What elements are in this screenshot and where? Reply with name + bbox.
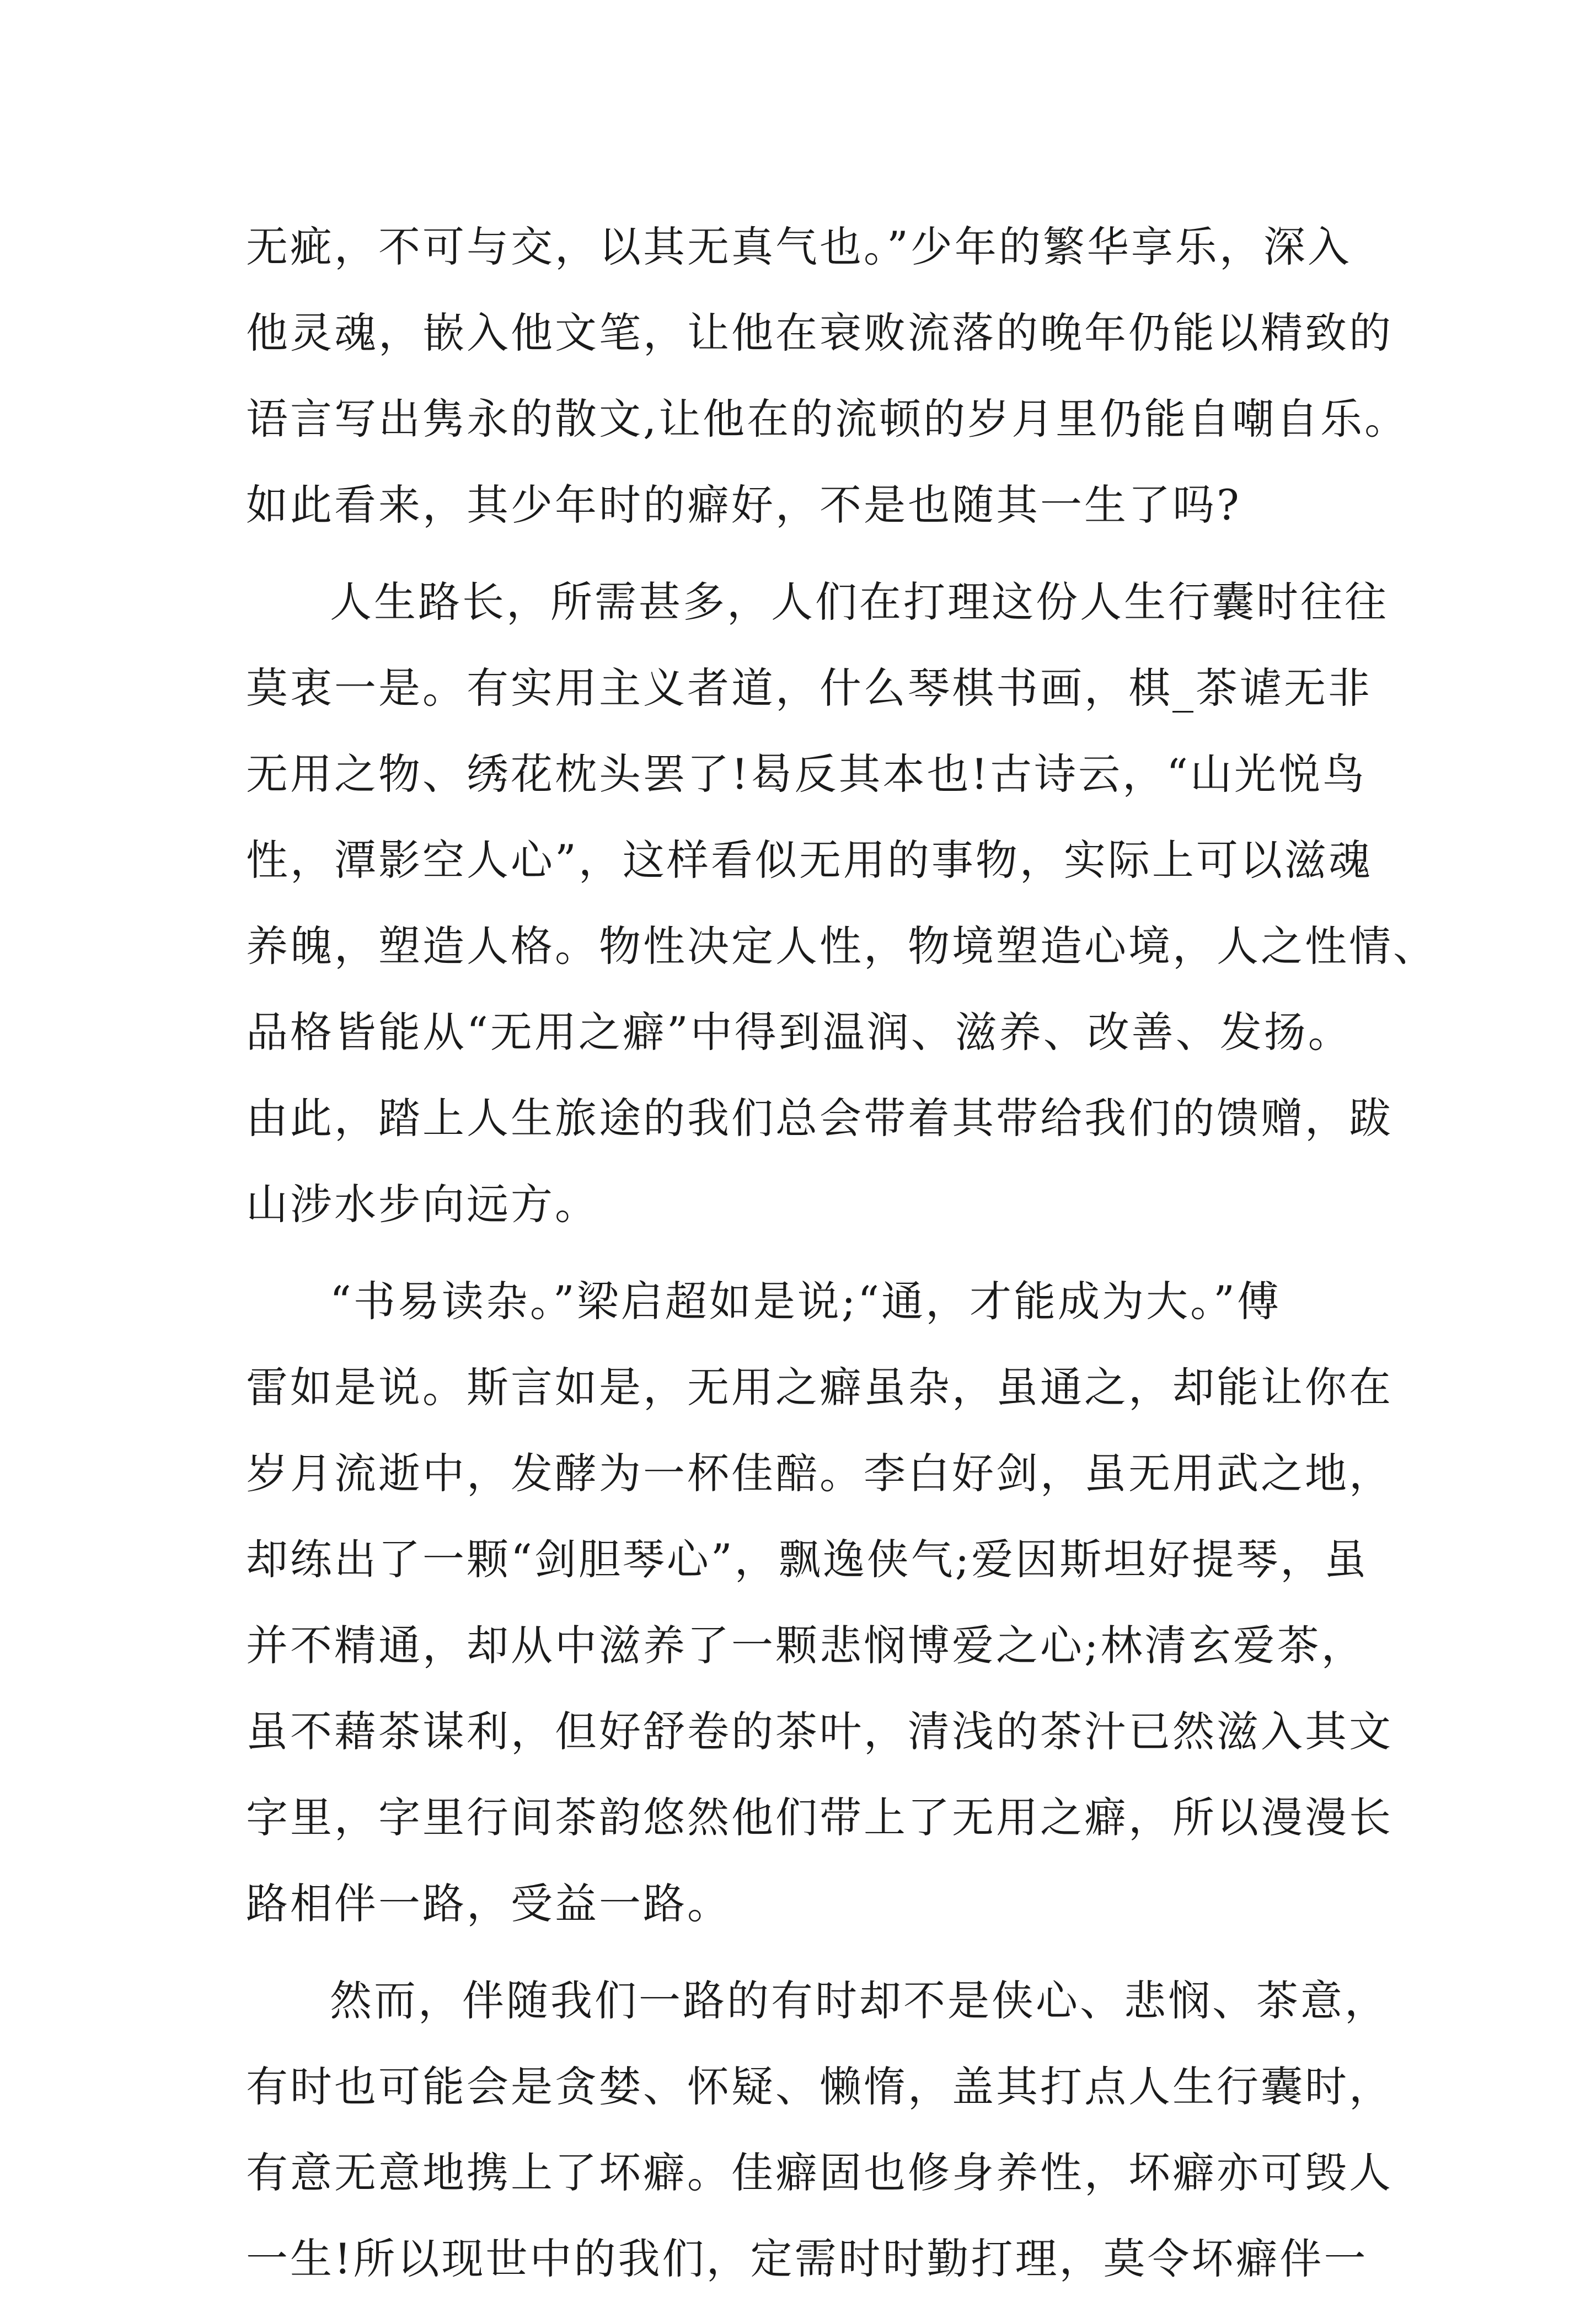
text-line: 品格皆能从“无用之癖”中得到温润、滋养、改善、发扬。 — [246, 1008, 1352, 1057]
text-line: 虽不藉茶谋利，但好舒卷的茶叶，清浅的茶汁已然滋入其文 — [246, 1707, 1393, 1756]
text-line: 莫衷一是。有实用主义者道，什么琴棋书画，棋_茶谑无非 — [246, 663, 1372, 713]
paragraph-start-line: 然而，伴随我们一路的有时却不是侠心、悲悯、茶意， — [330, 1976, 1389, 2025]
paragraph-start-line: “书易读杂。”梁启超如是说;“通，才能成为大。”傅 — [330, 1277, 1282, 1326]
text-line: 岁月流逝中，发酵为一杯佳醅。李白好剑，虽无用武之地， — [246, 1449, 1393, 1498]
text-line: 山涉水步向远方。 — [246, 1180, 599, 1229]
text-line: 他灵魂，嵌入他文笔，让他在衰败流落的晚年仍能以精致的 — [246, 308, 1393, 357]
text-line: 路相伴一路，受益一路。 — [246, 1879, 731, 1928]
text-line: 由此，踏上人生旅途的我们总会带着其带给我们的馈赠，跋 — [246, 1094, 1393, 1143]
text-line: 有时也可能会是贪婪、怀疑、懒惰，盖其打点人生行囊时， — [246, 2062, 1393, 2111]
text-line: 性，潭影空人心”，这样看似无用的事物，实际上可以滋魂 — [246, 836, 1373, 885]
text-line: 却练出了一颗“剑胆琴心”，飘逸侠气;爱因斯坦好提琴，虽 — [246, 1535, 1369, 1584]
text-line: 无疵，不可与交，以其无真气也。”少年的繁华享乐，深入 — [246, 222, 1352, 271]
paragraph-start-line: 人生路长，所需甚多，人们在打理这份人生行囊时往往 — [330, 577, 1389, 627]
text-line: 如此看来，其少年时的癖好，不是也随其一生了吗? — [246, 480, 1241, 529]
text-line: 并不精通，却从中滋养了一颗悲悯博爱之心;林清玄爱茶， — [246, 1621, 1365, 1670]
body-text — [246, 204, 1437, 2302]
text-line: 雷如是说。斯言如是，无用之癖虽杂，虽通之，却能让你在 — [246, 1363, 1393, 1412]
text-line: 语言写出隽永的散文,让他在的流顿的岁月里仍能自嘲自乐。 — [246, 394, 1409, 443]
text-line: 有意无意地携上了坏癖。佳癖固也修身养性，坏癖亦可毁人 — [246, 2148, 1393, 2197]
text-line: 字里，字里行间茶韵悠然他们带上了无用之癖，所以漫漫长 — [246, 1793, 1393, 1842]
text-line: 一生!所以现世中的我们，定需时时勤打理，莫令坏癖伴一 — [246, 2234, 1368, 2283]
text-line: 无用之物、绣花枕头罢了!曷反其本也!古诗云，“山光悦鸟 — [246, 750, 1367, 799]
text-line: 养魄，塑造人格。物性决定人性，物境塑造心境，人之性情、 — [246, 922, 1437, 971]
